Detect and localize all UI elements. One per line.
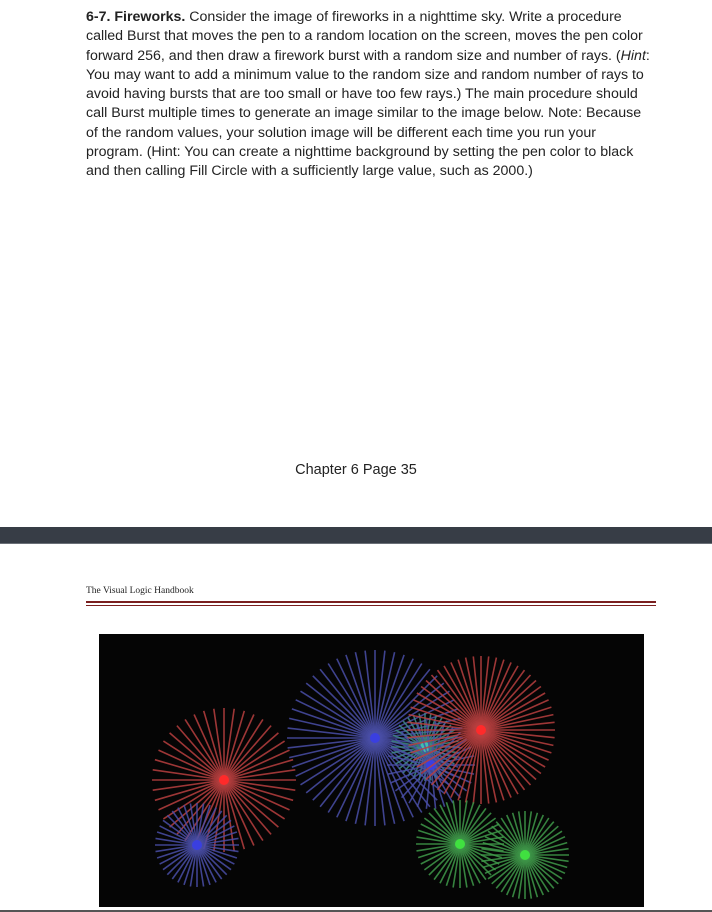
firework-core	[455, 839, 465, 849]
header-rule-thin	[86, 605, 656, 606]
page-footer: Chapter 6 Page 35	[295, 462, 417, 478]
exercise-title: 6-7. Fireworks.	[86, 9, 186, 25]
firework-ray	[460, 818, 496, 844]
firework-ray	[460, 808, 486, 844]
firework-ray	[424, 818, 460, 844]
firework-core	[476, 725, 486, 735]
firework-ray	[197, 845, 222, 879]
firework-burst-blue	[155, 803, 239, 887]
fireworks-image	[99, 634, 644, 907]
exercise-text-part1: Consider the image of fireworks in a nighttime sky. Write a procedure called Burst that moves the pen to a random location on the screen, moves the pen color forward 256, and then draw a firework burst with a random size and number of rays. (	[86, 9, 643, 64]
firework-core	[219, 775, 229, 785]
page-separator	[0, 527, 712, 544]
page-bottom	[0, 544, 712, 912]
firework-ray	[197, 820, 231, 845]
firework-ray	[163, 845, 197, 870]
firework-core	[370, 733, 380, 743]
firework-ray	[313, 738, 375, 800]
firework-ray	[172, 845, 197, 879]
firework-ray	[424, 844, 460, 870]
exercise-text-part2: : You may want to add a minimum value to the random size and random number of rays to avoid having bursts that are too small or have too few rays.) The main procedure should call Burst multiple times to generate an image similar to the image below. Note: Because of the random values, your solution image will be different each time you run your program. (Hint: You can create a nighttime background by setting the pen color to black and then calling Fill Circle with a sufficiently large value, such as 2000.)	[86, 47, 650, 180]
firework-ray	[163, 820, 197, 845]
firework-ray	[434, 808, 460, 844]
firework-core	[520, 850, 530, 860]
firework-ray	[434, 844, 460, 880]
header-rule-thick	[86, 601, 656, 603]
firework-core	[192, 840, 202, 850]
firework-burst-green	[416, 800, 504, 888]
exercise-paragraph	[86, 8, 656, 182]
running-header: The Visual Logic Handbook	[86, 586, 194, 596]
hint-label: Hint	[620, 47, 646, 64]
fireworks-canvas	[99, 634, 644, 907]
firework-ray	[313, 676, 375, 738]
firework-burst-green	[481, 811, 569, 899]
